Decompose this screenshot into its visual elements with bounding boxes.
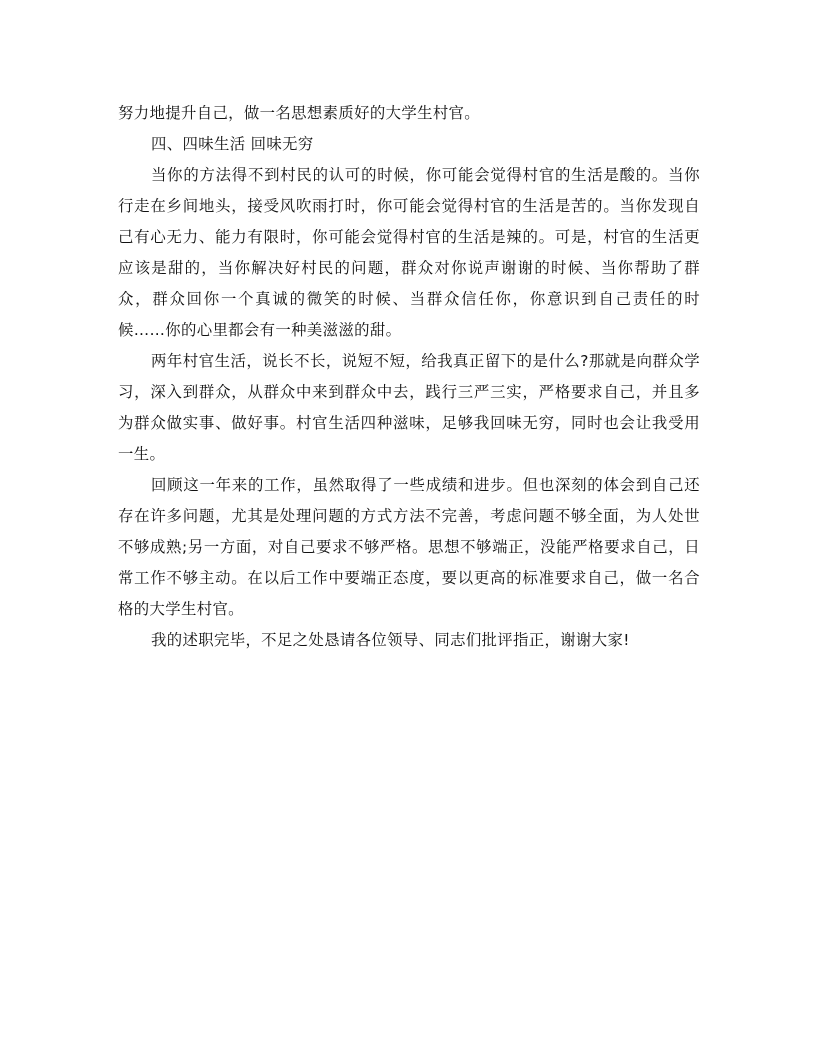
paragraph-review: 回顾这一年来的工作，虽然取得了一些成绩和进步。但也深刻的体会到自己还存在许多问题，尤其是处理问题的方式方法不完善，考虑问题不够全面，为人处世不够成熟;另一方面，对自己要求不够严格。思想不够端正，没能严格要求自己，日常工作不够主动。在以后工作中要端正态度，要以更高的标准要求自己，做一名合格的大学生村官。 — [118, 476, 700, 618]
paragraph-flavors: 当你的方法得不到村民的认可的时候，你可能会觉得村官的生活是酸的。当你行走在乡间地头，接受风吹雨打时，你可能会觉得村官的生活是苦的。当你发现自己有心无力、能力有限时，你可能会觉得村官的生活是辣的。可是，村官的生活更应该是甜的，当你解决好村民的问题，群众对你说声谢谢的时候、当你帮助了群众，群众回你一个真诚的微笑的时候、当群众信任你，你意识到自己责任的时候……你的心里都会有一种美滋滋的甜。 — [118, 166, 700, 339]
document-body — [118, 98, 700, 656]
paragraph-continuation: 努力地提升自己，做一名思想素质好的大学生村官。 — [118, 104, 481, 122]
paragraph-closing: 我的述职完毕，不足之处恳请各位领导、同志们批评指正，谢谢大家! — [151, 631, 630, 649]
section-heading: 四、四味生活 回味无穷 — [151, 135, 314, 153]
paragraph-reflection: 两年村官生活，说长不长，说短不短，给我真正留下的是什么?那就是向群众学习，深入到群众，从群众中来到群众中去，践行三严三实，严格要求自己，并且多为群众做实事、做好事。村官生活四种滋味，足够我回味无穷，同时也会让我受用一生。 — [118, 352, 700, 463]
